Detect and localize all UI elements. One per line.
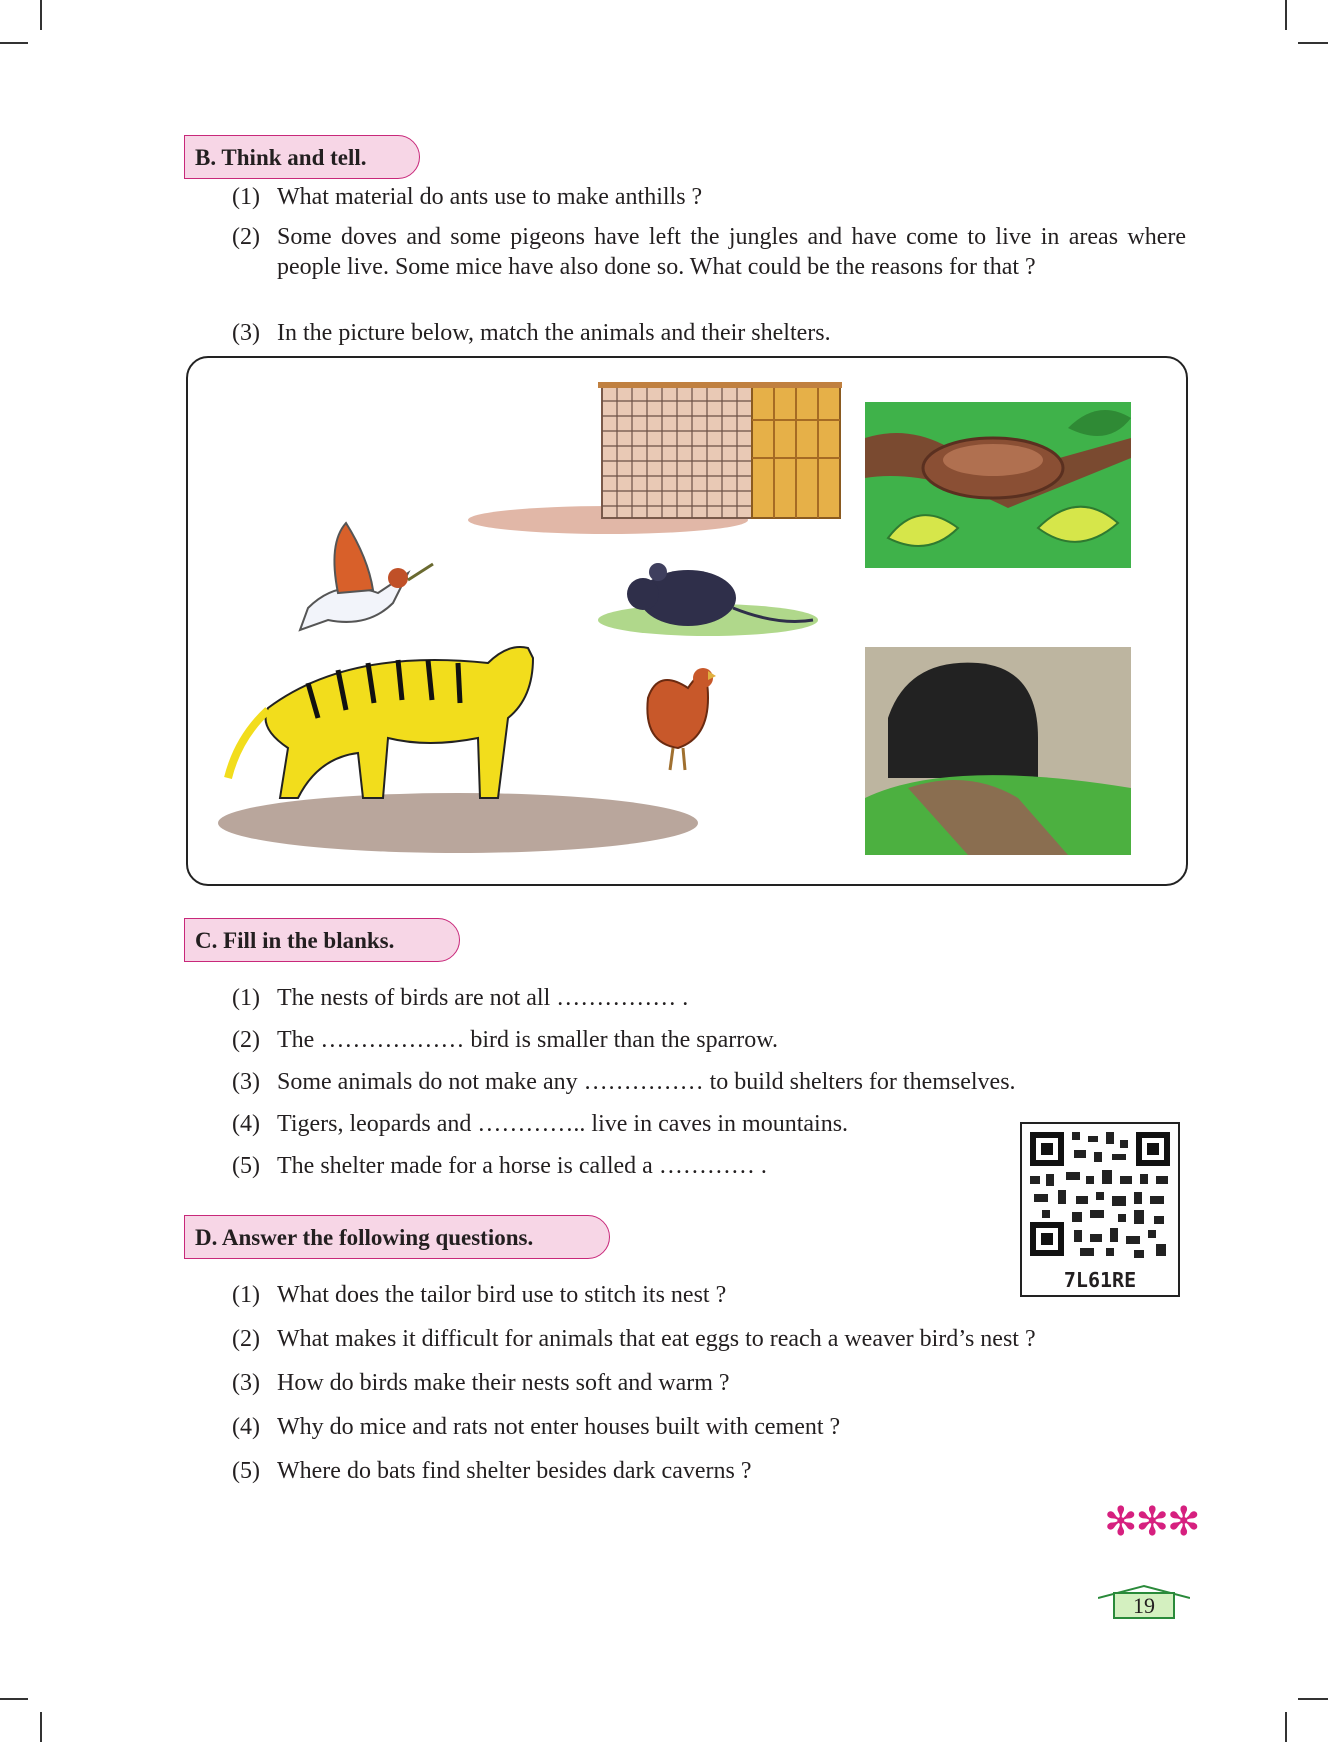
section-b-header: B. Think and tell. (184, 135, 420, 179)
question-b3 (232, 318, 1132, 348)
question-d2 (232, 1324, 1192, 1354)
question-text: Some doves and some pigeons have left the jungles and have come to live in areas where people live. Some mice have also done so. What could be the reasons for that ? (277, 224, 1186, 280)
page-number: 19 (1133, 1593, 1155, 1618)
cave-illustration (865, 647, 1131, 855)
question-text: Why do mice and rats not enter houses built with cement ? (277, 1414, 841, 1440)
question-b1 (232, 182, 1132, 212)
section-d-header: D. Answer the following questions. (184, 1215, 610, 1259)
nest-illustration (865, 402, 1131, 568)
question-text: In the picture below, match the animals and their shelters. (277, 320, 831, 346)
question-d3 (232, 1368, 1132, 1398)
question-c3 (232, 1067, 1132, 1097)
question-text: Some animals do not make any …………… to build shelters for themselves. (277, 1069, 1016, 1095)
question-text: The ……………… bird is smaller than the sparrow. (277, 1027, 779, 1053)
question-b2 (232, 222, 1186, 282)
question-c4 (232, 1109, 1012, 1139)
question-number: (1) (232, 985, 260, 1011)
crop-mark (1285, 1712, 1287, 1742)
question-d4 (232, 1412, 1132, 1442)
qr-code[interactable] (1020, 1122, 1180, 1297)
question-d1 (232, 1280, 1012, 1310)
question-number: (2) (232, 1326, 260, 1352)
qr-pattern (1022, 1124, 1178, 1264)
question-text: The shelter made for a horse is called a ………… . (277, 1153, 767, 1179)
question-text: How do birds make their nests soft and warm ? (277, 1370, 730, 1396)
question-d5 (232, 1456, 1132, 1486)
end-stars: ✻✻✻ (1104, 1499, 1199, 1544)
mouse-illustration (598, 563, 818, 636)
crop-mark (40, 0, 42, 30)
crop-mark (0, 42, 28, 44)
question-c2 (232, 1025, 1052, 1055)
question-c5 (232, 1151, 1012, 1181)
matching-picture-box (186, 356, 1188, 886)
question-text: What makes it difficult for animals that eat eggs to reach a weaver bird’s nest ? (277, 1326, 1036, 1352)
question-number: (2) (232, 224, 260, 250)
question-number: (4) (232, 1111, 260, 1137)
question-text: What material do ants use to make anthills ? (277, 184, 703, 210)
question-number: (2) (232, 1027, 260, 1053)
hen-illustration (647, 668, 716, 770)
question-text: What does the tailor bird use to stitch its nest ? (277, 1282, 727, 1308)
question-text: The nests of birds are not all …………… . (277, 985, 689, 1011)
crop-mark (1298, 1698, 1328, 1700)
question-number: (5) (232, 1458, 260, 1484)
question-number: (3) (232, 1069, 260, 1095)
question-c1 (232, 983, 1052, 1013)
question-number: (3) (232, 1370, 260, 1396)
sparrow-illustration (300, 523, 433, 630)
qr-code-label: 7L61RE (1063, 1268, 1137, 1292)
question-number: (4) (232, 1414, 260, 1440)
question-text: Where do bats find shelter besides dark caverns ? (277, 1458, 752, 1484)
question-number: (1) (232, 1282, 260, 1308)
crop-mark (40, 1712, 42, 1742)
page-number-tab (1098, 1584, 1190, 1620)
question-number: (5) (232, 1153, 260, 1179)
crop-mark (1285, 0, 1287, 30)
section-c-header: C. Fill in the blanks. (184, 918, 460, 962)
question-text: Tigers, leopards and ………….. live in caves in mountains. (277, 1111, 849, 1137)
crop-mark (0, 1698, 28, 1700)
crop-mark (1298, 42, 1328, 44)
question-number: (1) (232, 184, 260, 210)
tiger-illustration (218, 647, 698, 853)
question-number: (3) (232, 320, 260, 346)
cage-illustration (468, 382, 842, 534)
